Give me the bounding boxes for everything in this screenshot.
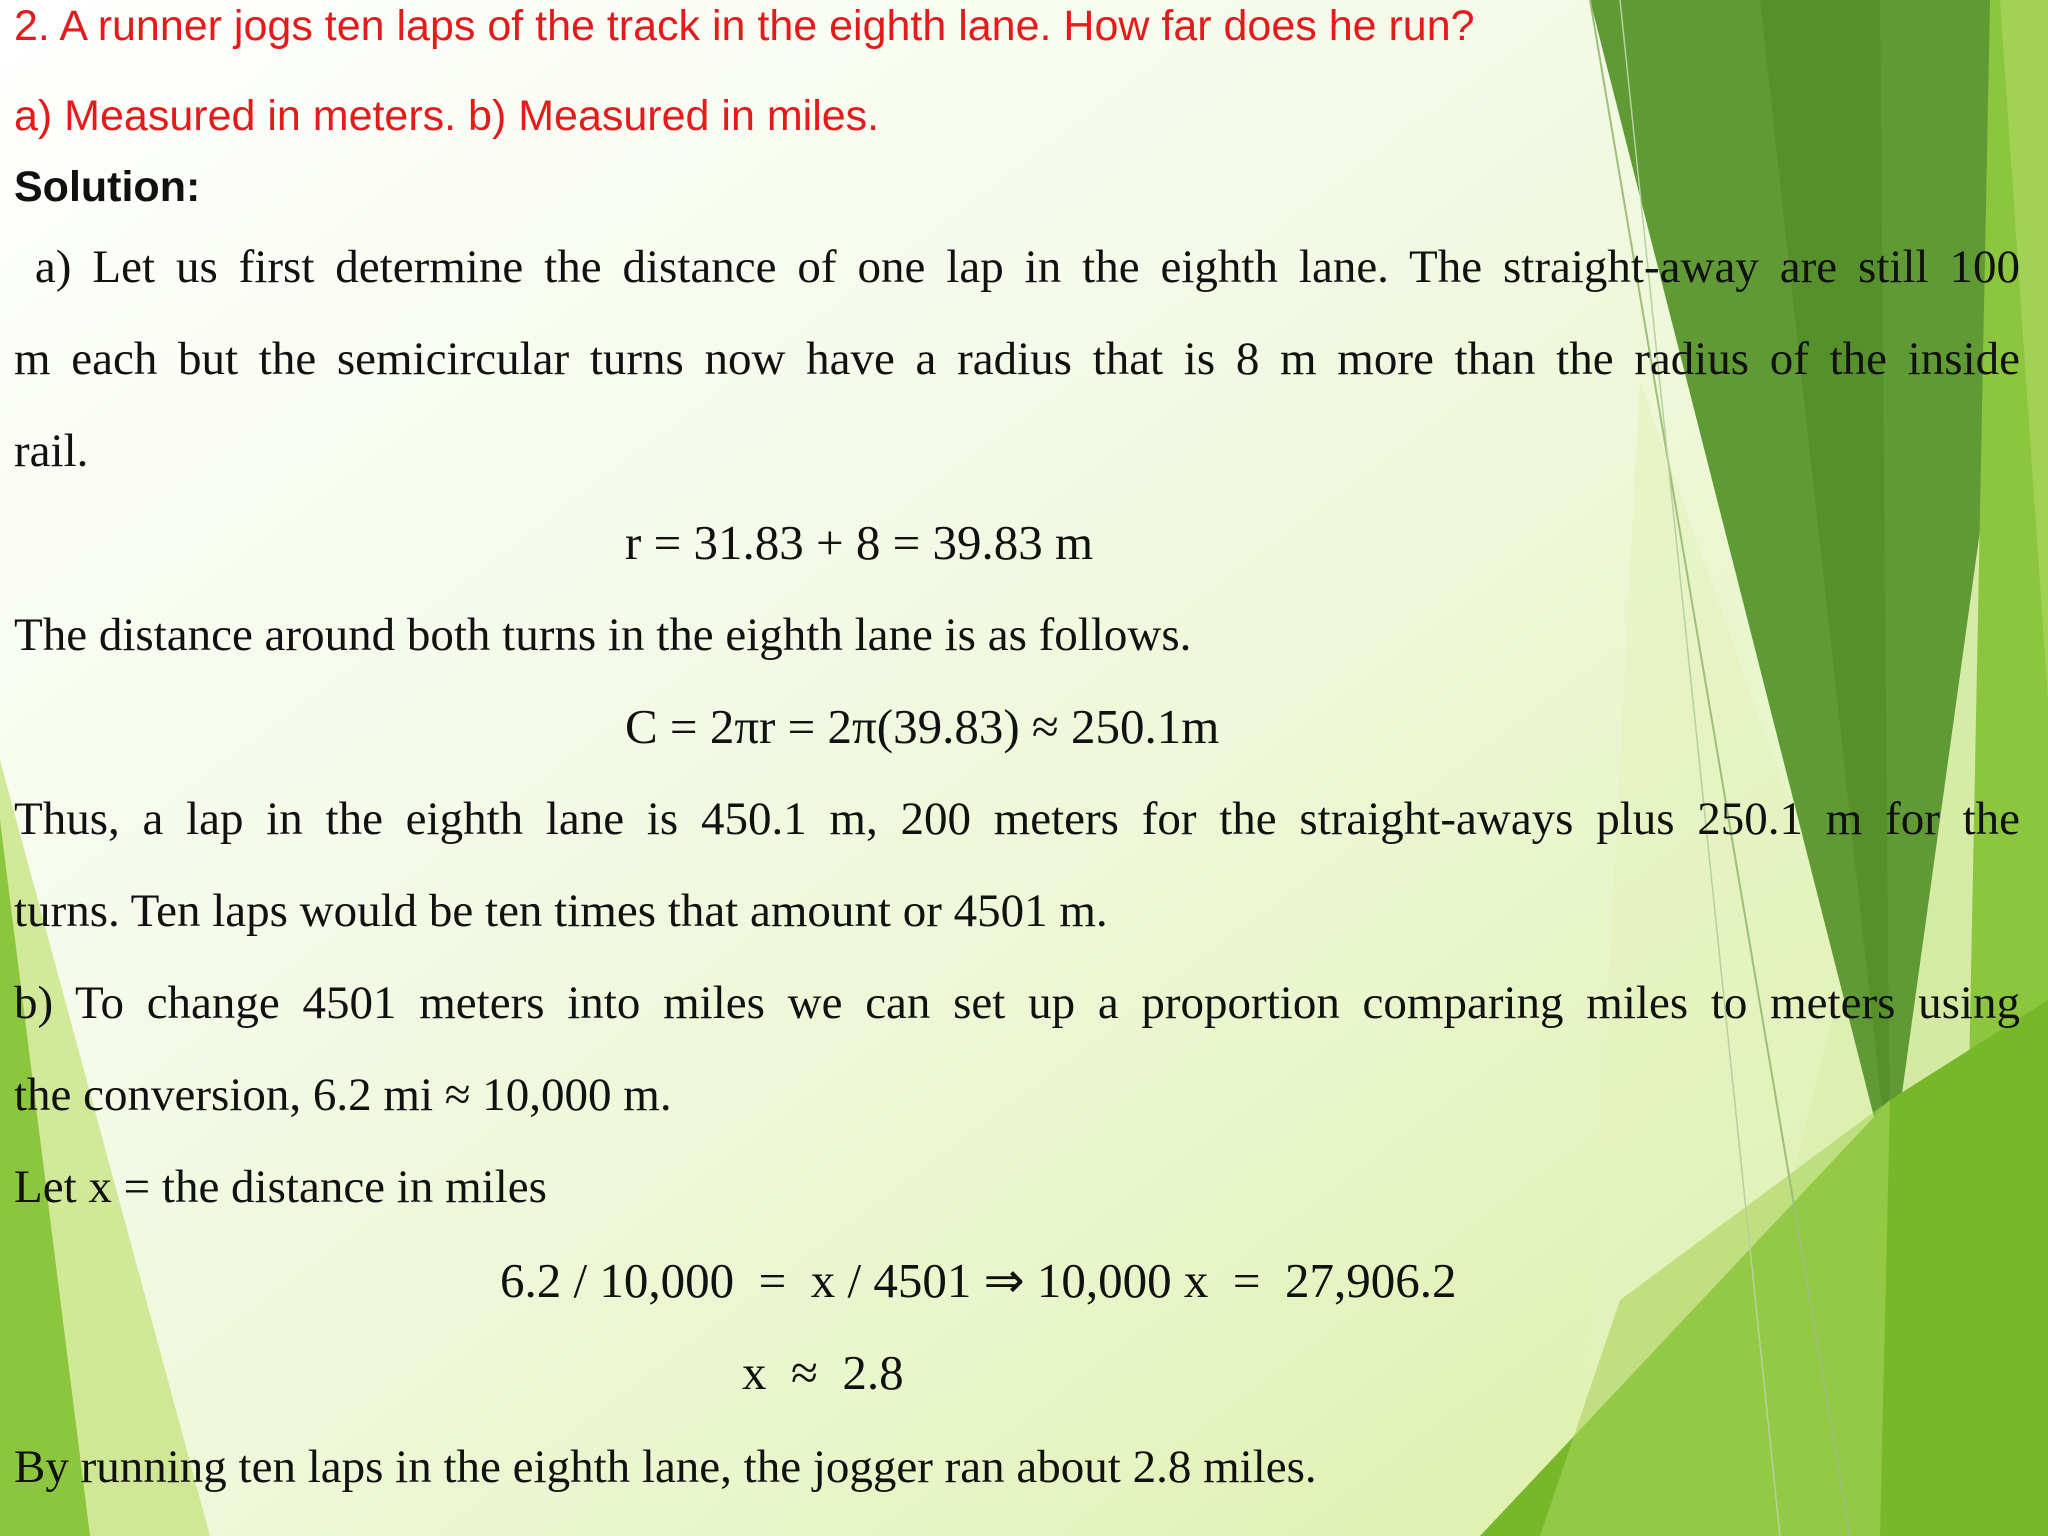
let-x-text: Let x = the distance in miles xyxy=(14,1161,547,1213)
paragraph-a-line-1: a) Let us first determine the distance of one lap in the eighth lane. The straight-away are still 100 xyxy=(14,241,2020,293)
lap-text-line-2: turns. Ten laps would be ten times that amount or 4501 m. xyxy=(14,885,1108,937)
paragraph-a-line-3: rail. xyxy=(14,425,89,477)
conclusion-text: By running ten laps in the eighth lane, the jogger ran about 2.8 miles. xyxy=(14,1441,1317,1493)
equation-result: x ≈ 2.8 xyxy=(742,1345,904,1400)
turns-text: The distance around both turns in the eighth lane is as follows. xyxy=(14,609,1192,661)
question-line-1: 2. A runner jogs ten laps of the track in the eighth lane. How far does he run? xyxy=(14,2,1475,50)
question-line-2: a) Measured in meters. b) Measured in miles. xyxy=(14,92,880,140)
solution-heading: Solution: xyxy=(14,163,201,211)
paragraph-a-line-2: m each but the semicircular turns now have a radius that is 8 m more than the radius of the inside xyxy=(14,333,2020,385)
paragraph-b-line-2: the conversion, 6.2 mi ≈ 10,000 m. xyxy=(14,1069,672,1121)
paragraph-b-line-1: b) To change 4501 meters into miles we can set up a proportion comparing miles to meters using xyxy=(14,977,2020,1029)
equation-proportion: 6.2 / 10,000 = x / 4501 ⇒ 10,000 x = 27,906.2 xyxy=(500,1253,1457,1308)
lap-text-line-1: Thus, a lap in the eighth lane is 450.1 m, 200 meters for the straight-aways plus 250.1 m for the xyxy=(14,793,2020,845)
equation-radius: r = 31.83 + 8 = 39.83 m xyxy=(625,515,1094,570)
equation-circumference: C = 2πr = 2π(39.83) ≈ 250.1m xyxy=(625,699,1220,754)
